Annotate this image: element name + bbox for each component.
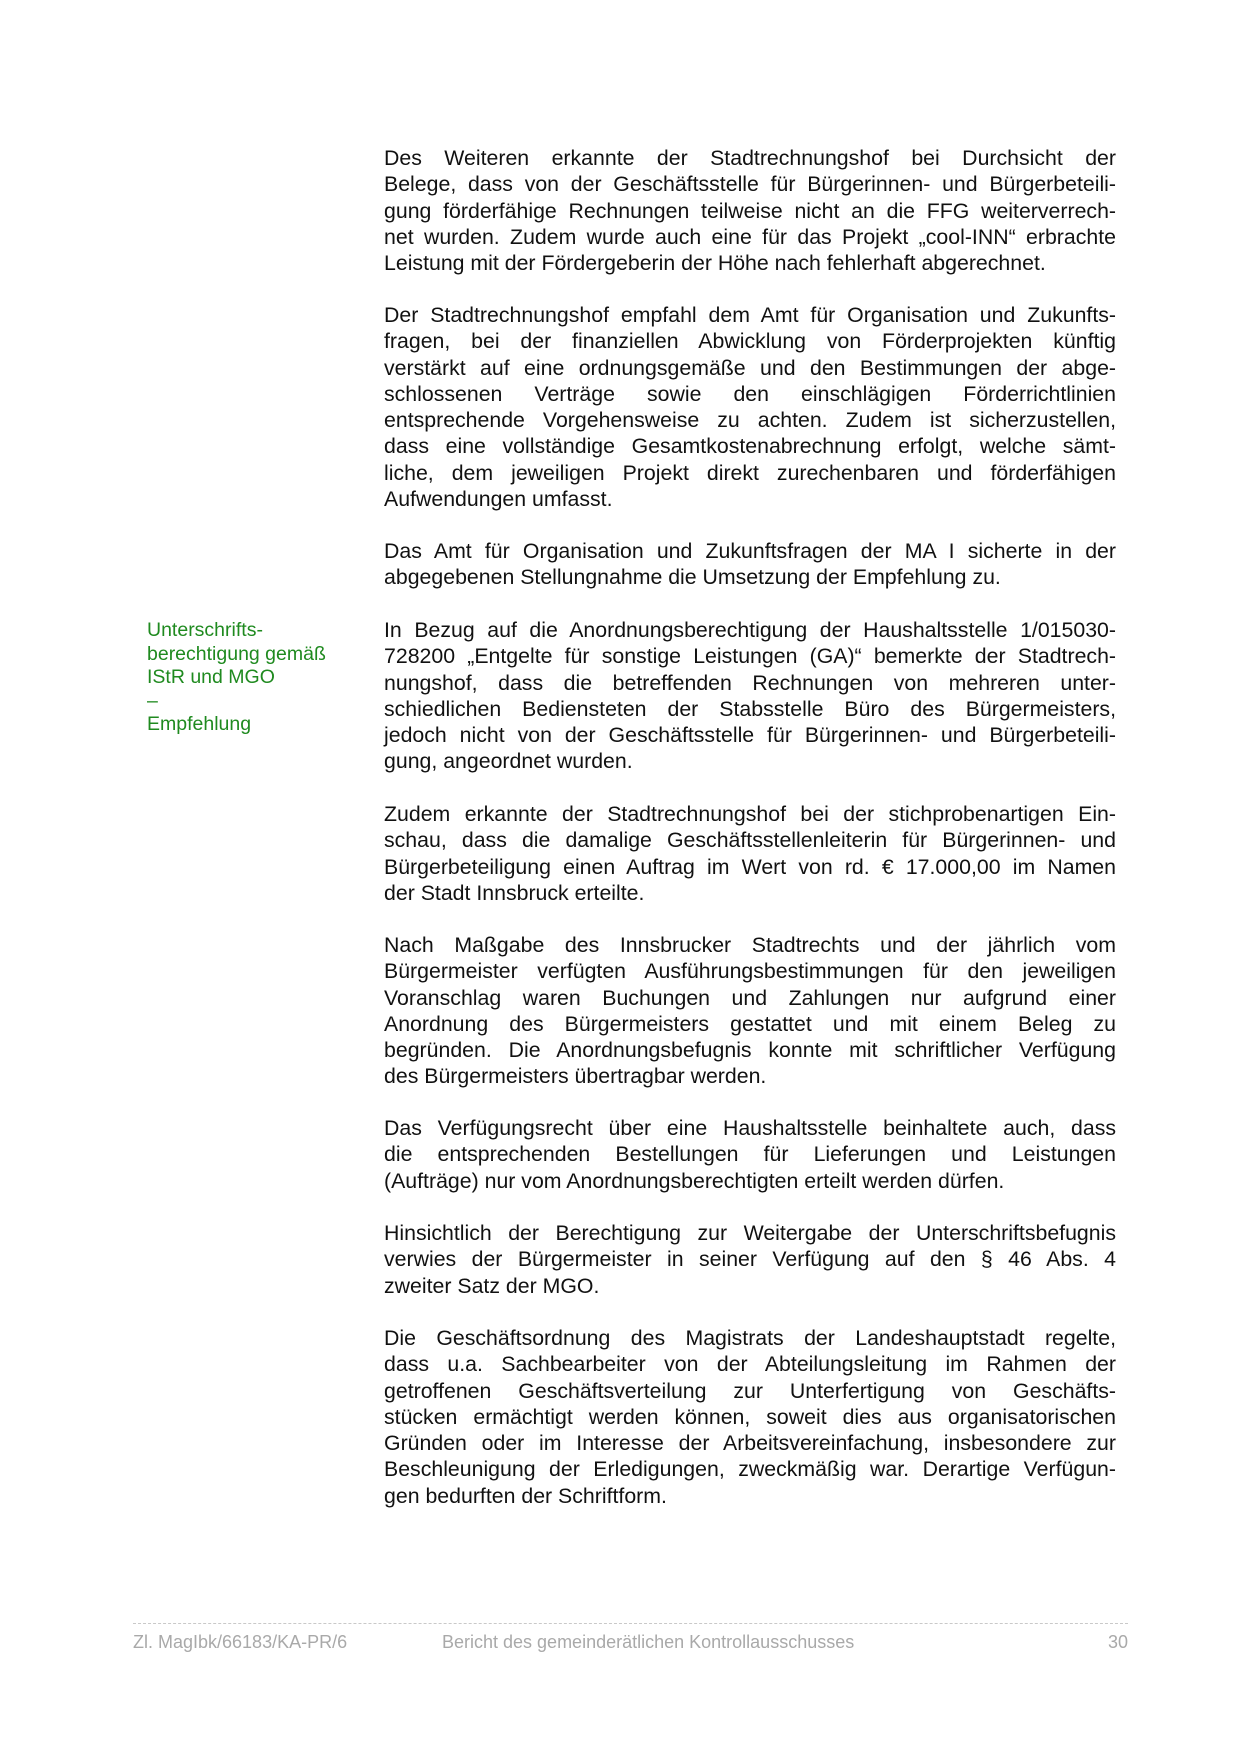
body-paragraph: [384, 145, 1116, 276]
paragraph-line: nungshof, dass die betreffenden Rechnungen von mehreren unter-: [384, 670, 1116, 695]
paragraph-line: Das Verfügungsrecht über eine Haushaltsstelle beinhaltete auch, dass: [384, 1116, 1116, 1140]
paragraph-line: jedoch nicht von der Geschäftsstelle für Bürgerinnen- und Bürgerbeteili-: [384, 723, 1116, 748]
paragraph-line: gung förderfähige Rechnungen teilweise nicht an die FFG weiterverrech-: [384, 198, 1116, 223]
page-number: 30: [1107, 1632, 1128, 1652]
paragraph-line: dass eine vollständige Gesamtkostenabrechnung erfolgt, welche sämt-: [384, 434, 1116, 459]
paragraph-line: Belege, dass von der Geschäftsstelle für Bürgerinnen- und Bürgerbeteili-: [384, 172, 1116, 197]
paragraph-line: Aufwendungen umfasst.: [384, 487, 613, 512]
paragraph-line: die entsprechenden Bestellungen für Lieferungen und Leistungen: [384, 1142, 1116, 1167]
paragraph-line: (Aufträge) nur vom Anordnungsberechtigten erteilt werden dürfen.: [384, 1168, 1005, 1193]
paragraph-line: Zudem erkannte der Stadtrechnungshof bei der stichprobenartigen Ein-: [384, 802, 1116, 826]
body-paragraph: [384, 1115, 1116, 1194]
paragraph-line: Die Geschäftsordnung des Magistrats der Landeshauptstadt regelte,: [384, 1326, 1116, 1350]
paragraph-line: liche, dem jeweiligen Projekt direkt zurechenbaren und förderfähigen: [384, 460, 1116, 485]
paragraph-line: getroffenen Geschäftsverteilung zur Unterfertigung von Geschäfts-: [384, 1378, 1116, 1403]
margin-note-line: Unterschrifts-: [147, 619, 263, 641]
footer-divider: [133, 1623, 1128, 1624]
footer-title: Bericht des gemeinderätlichen Kontrollausschusses: [442, 1632, 855, 1652]
paragraph-line: Hinsichtlich der Berechtigung zur Weitergabe der Unterschriftsbefugnis: [384, 1221, 1116, 1245]
paragraph-line: begründen. Die Anordnungsbefugnis konnte mit schriftlicher Verfügung: [384, 1038, 1116, 1063]
body-paragraph: [384, 302, 1116, 512]
body-paragraph: [384, 801, 1116, 906]
paragraph-line: Des Weiteren erkannte der Stadtrechnungshof bei Durchsicht der: [384, 146, 1116, 170]
margin-note-line: Empfehlung: [147, 713, 252, 736]
paragraph-line: schlossenen Verträge sowie den einschlägigen Förderrichtlinien: [384, 381, 1116, 406]
paragraph-line: Das Amt für Organisation und Zukunftsfragen der MA I sicherte in der: [384, 539, 1116, 563]
paragraph-line: Nach Maßgabe des Innsbrucker Stadtrechts und der jährlich vom: [384, 933, 1116, 957]
paragraph-line: In Bezug auf die Anordnungsberechtigung der Haushaltsstelle 1/015030-: [384, 618, 1116, 642]
paragraph-line: schiedlichen Bediensteten der Stabsstelle Büro des Bürgermeisters,: [384, 696, 1116, 721]
margin-note-line: IStR und MGO: [147, 666, 275, 689]
paragraph-line: Anordnung des Bürgermeisters gestattet und mit einem Beleg zu: [384, 1011, 1116, 1036]
paragraph-line: net wurden. Zudem wurde auch eine für das Projekt „cool-INN“ erbrachte: [384, 224, 1116, 249]
body-paragraph: [384, 1220, 1116, 1299]
paragraph-line: zweiter Satz der MGO.: [384, 1273, 600, 1298]
body-paragraph: [384, 1325, 1116, 1509]
paragraph-line: gen bedurften der Schriftform.: [384, 1483, 667, 1508]
body-paragraph: [384, 538, 1116, 591]
paragraph-line: Leistung mit der Fördergeberin der Höhe nach fehlerhaft abgerechnet.: [384, 251, 1046, 276]
paragraph-line: gung, angeordnet wurden.: [384, 749, 633, 774]
paragraph-line: der Stadt Innsbruck erteilte.: [384, 880, 645, 905]
paragraph-line: Voranschlag waren Buchungen und Zahlungen nur aufgrund einer: [384, 985, 1116, 1010]
margin-note: [147, 619, 357, 737]
paragraph-line: schau, dass die damalige Geschäftsstellenleiterin für Bürgerinnen- und: [384, 828, 1116, 853]
paragraph-line: Beschleunigung der Erledigungen, zweckmäßig war. Derartige Verfügun-: [384, 1457, 1116, 1482]
paragraph-line: Der Stadtrechnungshof empfahl dem Amt für Organisation und Zukunfts-: [384, 303, 1116, 327]
paragraph-line: dass u.a. Sachbearbeiter von der Abteilungsleitung im Rahmen der: [384, 1352, 1116, 1377]
paragraph-line: Bürgermeister verfügten Ausführungsbestimmungen für den jeweiligen: [384, 959, 1116, 984]
paragraph-line: fragen, bei der finanziellen Abwicklung von Förderprojekten künftig: [384, 329, 1116, 354]
paragraph-line: abgegebenen Stellungnahme die Umsetzung der Empfehlung zu.: [384, 565, 1001, 590]
paragraph-line: des Bürgermeisters übertragbar werden.: [384, 1064, 767, 1089]
paragraph-line: entsprechende Vorgehensweise zu achten. Zudem ist sicherzustellen,: [384, 408, 1116, 433]
margin-note-line: –: [147, 689, 158, 712]
body-paragraph: [384, 617, 1116, 775]
paragraph-line: verstärkt auf eine ordnungsgemäße und den Bestimmungen der abge-: [384, 355, 1116, 380]
paragraph-line: verwies der Bürgermeister in seiner Verfügung auf den § 46 Abs. 4: [384, 1247, 1116, 1272]
paragraph-line: 728200 „Entgelte für sonstige Leistungen (GA)“ bemerkte der Stadtrech-: [384, 644, 1116, 669]
paragraph-line: Gründen oder im Interesse der Arbeitsvereinfachung, insbesondere zur: [384, 1431, 1116, 1456]
margin-note-line: berechtigung gemäß: [147, 642, 326, 665]
footer-reference: Zl. MagIbk/66183/KA-PR/6: [133, 1632, 348, 1652]
paragraph-line: stücken ermächtigt werden können, soweit dies aus organisatorischen: [384, 1404, 1116, 1429]
body-paragraph: [384, 932, 1116, 1090]
paragraph-line: Bürgerbeteiligung einen Auftrag im Wert von rd. € 17.000,00 im Namen: [384, 854, 1116, 879]
